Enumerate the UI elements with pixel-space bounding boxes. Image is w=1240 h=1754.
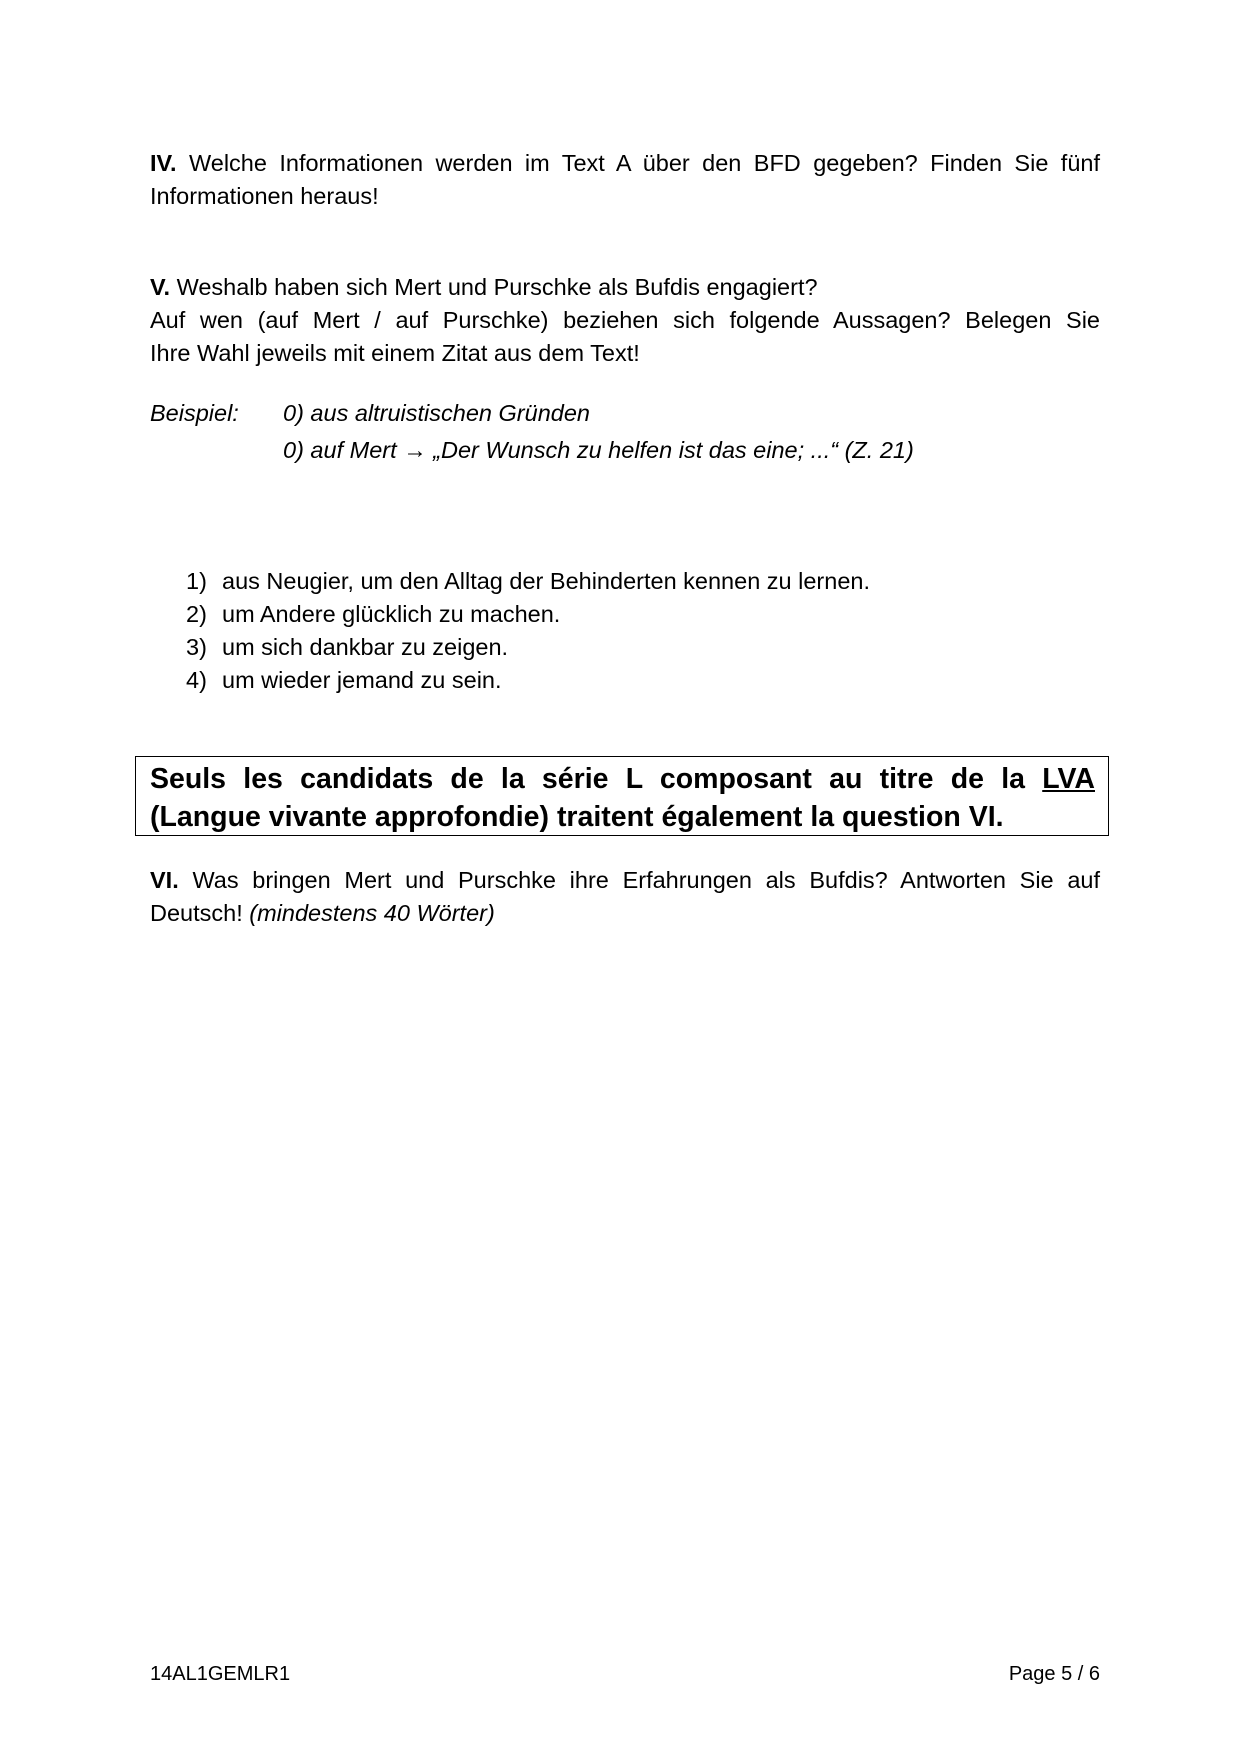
list-item — [186, 565, 870, 598]
question-iv-number: IV. — [150, 150, 177, 176]
list-item-text: um Andere glücklich zu machen. — [222, 601, 561, 627]
statement-list — [186, 565, 870, 697]
lva-notice-line1: Seuls les candidats de la série L composant au titre de la LVA — [150, 763, 1095, 795]
list-item — [186, 631, 870, 664]
page-number: Page 5 / 6 — [1008, 1663, 1100, 1685]
lva-notice-box — [135, 756, 1109, 836]
question-vi-line2: Deutsch! (mindestens 40 Wörter) — [150, 900, 495, 926]
word-count-note: (mindestens 40 Wörter) — [249, 900, 495, 926]
list-item-number: 2) — [186, 601, 207, 627]
lva-underlined: LVA — [1042, 763, 1095, 795]
question-v-line1: V. Weshalb haben sich Mert und Purschke als Bufdis engagiert? — [150, 274, 818, 300]
example-label: Beispiel: — [150, 400, 239, 426]
question-v-line2: Auf wen (auf Mert / auf Purschke) beziehen sich folgende Aussagen? Belegen Sie — [150, 307, 1100, 333]
list-item — [186, 598, 870, 631]
question-vi-number: VI. — [150, 867, 179, 893]
question-iv — [150, 147, 1100, 213]
list-item-number: 3) — [186, 634, 207, 660]
list-item-text: um wieder jemand zu sein. — [222, 667, 502, 693]
question-vi-line1: VI. Was bringen Mert und Purschke ihre Erfahrungen als Bufdis? Antworten Sie auf — [150, 867, 1101, 893]
question-v — [150, 271, 1100, 370]
list-item-number: 1) — [186, 568, 207, 594]
example-line-2: 0) auf Mert → „Der Wunsch zu helfen ist das eine; ...“ (Z. 21) — [283, 437, 914, 463]
list-item-number: 4) — [186, 667, 207, 693]
question-iv-line1: IV. Welche Informationen werden im Text A über den BFD gegeben? Finden Sie fünf — [150, 150, 1100, 176]
lva-notice-line2: (Langue vivante approfondie) traitent également la question VI. — [150, 801, 1004, 833]
list-item-text: aus Neugier, um den Alltag der Behinderten kennen zu lernen. — [222, 568, 870, 594]
example-line-1: 0) aus altruistischen Gründen — [283, 400, 590, 426]
document-code: 14AL1GEMLR1 — [150, 1663, 291, 1685]
question-v-line3: Ihre Wahl jeweils mit einem Zitat aus dem Text! — [150, 340, 640, 366]
question-vi — [150, 864, 1100, 930]
question-iv-line2: Informationen heraus! — [150, 183, 379, 209]
question-v-number: V. — [150, 274, 171, 300]
list-item — [186, 664, 870, 697]
list-item-text: um sich dankbar zu zeigen. — [222, 634, 509, 660]
